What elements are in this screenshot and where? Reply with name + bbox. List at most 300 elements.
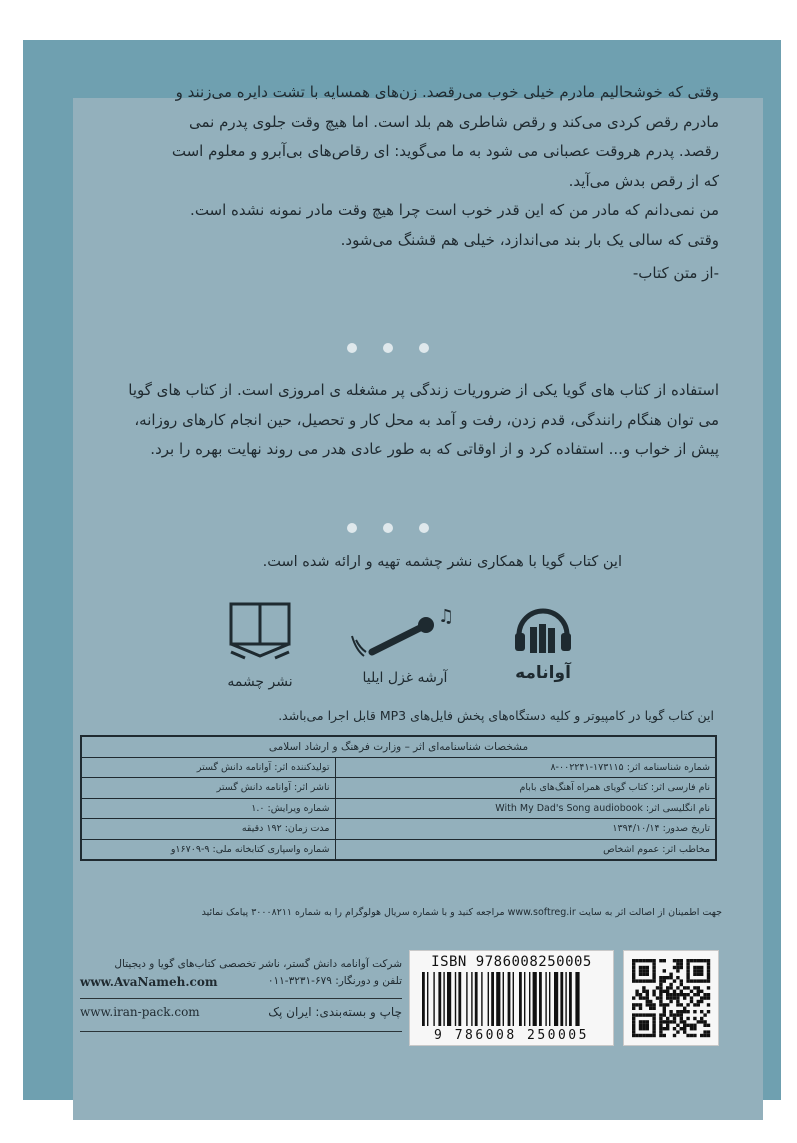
about-paragraph (74, 376, 719, 465)
qr-module (652, 1003, 655, 1006)
qr-module (669, 993, 672, 996)
qr-module (683, 986, 686, 989)
qr-module (646, 1000, 649, 1003)
qr-module (700, 973, 703, 976)
qr-module (652, 1034, 655, 1037)
qr-module (707, 962, 710, 965)
qr-module (646, 996, 649, 999)
qr-module (639, 1020, 642, 1023)
qr-module (683, 1030, 686, 1033)
compat-note: این کتاب گویا در کامپیوتر و کلیه دستگاه‌های پخش فایل‌های MP3 قابل اجرا می‌باشد. (278, 708, 714, 723)
qr-module (635, 1034, 638, 1037)
qr-module (666, 996, 669, 999)
cheshmeh-label: نشر چشمه (227, 674, 293, 690)
cheshmeh-logo (215, 600, 305, 690)
qr-module (652, 1017, 655, 1020)
qr-module (659, 986, 662, 989)
narrator-logo (345, 600, 465, 686)
qr-module (635, 993, 638, 996)
qr-module (707, 1034, 710, 1037)
qr-module (632, 996, 635, 999)
table-row (81, 839, 716, 860)
excerpt-paragraph (74, 78, 719, 289)
barcode-bar (475, 972, 478, 1026)
qr-module (686, 973, 689, 976)
excerpt-line: رقصد. پدرم هروقت عصبانی می شود به ما می‌گوید: ای رقاص‌های بی‌آبرو و معلوم است (171, 142, 719, 160)
qr-module (639, 969, 642, 972)
qr-module (676, 996, 679, 999)
qr-module (652, 1027, 655, 1030)
qr-module (690, 959, 693, 962)
excerpt-line: وقتی که سالی یک بار بند می‌اندازد، خیلی هم قشنگ می‌شود. (340, 230, 719, 249)
qr-module (646, 969, 649, 972)
headphones-books-icon (511, 597, 575, 661)
qr-module (669, 1020, 672, 1023)
qr-module (659, 1034, 662, 1037)
table-cell: مخاطب اثر: عموم اشخاص (335, 839, 716, 860)
qr-module (676, 1000, 679, 1003)
qr-module (686, 993, 689, 996)
qr-code (623, 950, 719, 1046)
qr-module (659, 1003, 662, 1006)
qr-module (635, 959, 638, 962)
qr-module (680, 993, 683, 996)
qr-module (649, 1013, 652, 1016)
qr-module (680, 959, 683, 962)
qr-module (659, 1027, 662, 1030)
print-website[interactable]: www.iran-pack.com (80, 1005, 200, 1019)
qr-module (690, 1024, 693, 1027)
qr-module (652, 990, 655, 993)
excerpt-source: -از متن کتاب- (632, 264, 719, 282)
qr-module (646, 990, 649, 993)
publisher-company: شرکت آوانامه دانش گستر، ناشر تخصصی کتاب‌های گویا و دیجیتال (114, 958, 402, 970)
qr-module (683, 1010, 686, 1013)
qr-module (632, 976, 635, 979)
qr-module (707, 976, 710, 979)
qr-module (659, 1017, 662, 1020)
qr-module (652, 976, 655, 979)
qr-module (690, 1000, 693, 1003)
qr-module (673, 1020, 676, 1023)
qr-module (659, 1013, 662, 1016)
qr-module (700, 996, 703, 999)
table-row (81, 736, 716, 757)
qr-module (663, 959, 666, 962)
qr-module (663, 1010, 666, 1013)
qr-module (669, 1000, 672, 1003)
qr-module (632, 1030, 635, 1033)
qr-module (683, 1007, 686, 1010)
qr-module (646, 959, 649, 962)
barcode-bar (455, 972, 456, 1026)
qr-module (639, 1024, 642, 1027)
qr-module (703, 996, 706, 999)
qr-module (697, 973, 700, 976)
qr-module (686, 1017, 689, 1020)
qr-module (700, 990, 703, 993)
qr-module (635, 979, 638, 982)
table-cell: نام فارسی اثر: کتاب گویای همراه آهنگ‌های بابام (335, 778, 716, 799)
barcode-bar (496, 972, 500, 1026)
qr-module (680, 1013, 683, 1016)
qr-module (652, 1020, 655, 1023)
table-cell: نام انگلیسی اثر: With My Dad's Song audiobook (335, 798, 716, 819)
qr-module (639, 966, 642, 969)
qr-module (663, 969, 666, 972)
qr-module (635, 990, 638, 993)
divider (80, 998, 402, 999)
qr-module (649, 1003, 652, 1006)
qr-module (707, 986, 710, 989)
table-row (81, 757, 716, 778)
qr-module (700, 1010, 703, 1013)
qr-module (697, 990, 700, 993)
barcode-bar (438, 972, 441, 1026)
qr-module (707, 1030, 710, 1033)
open-book-icon (225, 600, 295, 662)
qr-module (676, 1024, 679, 1027)
qr-module (649, 1034, 652, 1037)
qr-module (646, 1034, 649, 1037)
qr-module (669, 1013, 672, 1016)
qr-module (686, 976, 689, 979)
barcode-bar (508, 972, 511, 1026)
barcode-bar (529, 972, 530, 1026)
qr-module (686, 966, 689, 969)
table-cell: تولیدکننده اثر: آوانامه دانش گستر (81, 757, 335, 778)
qr-module (669, 983, 672, 986)
qr-module (690, 996, 693, 999)
qr-module (646, 973, 649, 976)
qr-module (632, 1003, 635, 1006)
qr-module (632, 973, 635, 976)
qr-module (642, 1013, 645, 1016)
separator-dots (347, 343, 429, 353)
qr-module (700, 959, 703, 962)
qr-module (680, 1010, 683, 1013)
qr-module (693, 979, 696, 982)
excerpt-line: مادرم رقص کردی می‌کند و رقص شاطری هم بلد است. اما هیچ وقت جلوی پدرم نمی (188, 112, 719, 131)
qr-module (707, 969, 710, 972)
qr-module (642, 996, 645, 999)
qr-module (642, 990, 645, 993)
qr-module (663, 1007, 666, 1010)
qr-module (649, 1000, 652, 1003)
qr-module (663, 1034, 666, 1037)
barcode-bar (443, 972, 444, 1026)
qr-module (703, 1030, 706, 1033)
separator-dots (347, 523, 429, 533)
qr-module (659, 990, 662, 993)
qr-module (703, 1034, 706, 1037)
qr-module (666, 990, 669, 993)
qr-module (659, 979, 662, 982)
qr-module (690, 979, 693, 982)
qr-module (680, 1017, 683, 1020)
print-credit: چاپ و بسته‌بندی: ایران پک (268, 1005, 402, 1019)
qr-module (652, 1030, 655, 1033)
qr-module (632, 1007, 635, 1010)
table-cell: شماره شناسنامه اثر: ۱۷۳‌۱۱۵-۰۰۲۲۴۱-۸ (335, 757, 716, 778)
qr-module (676, 993, 679, 996)
barcode-bar (447, 972, 451, 1026)
qr-module (693, 1027, 696, 1030)
qr-module (642, 973, 645, 976)
qr-module (693, 973, 696, 976)
qr-module (646, 1003, 649, 1006)
qr-module (700, 1000, 703, 1003)
qr-module (666, 976, 669, 979)
qr-module (683, 1027, 686, 1030)
qr-module (659, 996, 662, 999)
qr-module (686, 969, 689, 972)
qr-module (663, 976, 666, 979)
qr-module (680, 962, 683, 965)
qr-module (693, 1034, 696, 1037)
qr-module (697, 1003, 700, 1006)
barcode-bar (513, 972, 514, 1026)
qr-module (639, 996, 642, 999)
qr-module (669, 976, 672, 979)
qr-module (642, 1020, 645, 1023)
qr-module (693, 986, 696, 989)
qr-module (659, 993, 662, 996)
qr-module (659, 976, 662, 979)
qr-module (632, 1027, 635, 1030)
table-cell: مدت زمان: ۱۹۲ دقیقه (81, 819, 335, 840)
qr-module (639, 979, 642, 982)
barcode-bar (539, 972, 542, 1026)
qr-module (680, 1020, 683, 1023)
qr-module (669, 986, 672, 989)
qr-module (703, 1020, 706, 1023)
qr-module (659, 1030, 662, 1033)
qr-module (707, 1003, 710, 1006)
qr-module (673, 1034, 676, 1037)
svg-text:♫: ♫ (438, 606, 455, 627)
qr-module (666, 993, 669, 996)
qr-module (676, 969, 679, 972)
qr-module (703, 979, 706, 982)
qr-module (663, 979, 666, 982)
qr-module (680, 979, 683, 982)
qr-module (707, 1024, 710, 1027)
qr-module (693, 959, 696, 962)
isbn-label: ISBN 9786008250005 (431, 954, 592, 970)
qr-module (639, 1003, 642, 1006)
qr-module (656, 996, 659, 999)
qr-module (697, 966, 700, 969)
qr-module (666, 1020, 669, 1023)
qr-module (697, 986, 700, 989)
qr-module (666, 1027, 669, 1030)
qr-module (707, 1010, 710, 1013)
table-cell: ناشر اثر: آوانامه دانش گستر (81, 778, 335, 799)
qr-module (663, 1020, 666, 1023)
barcode-bar (503, 972, 504, 1026)
barcode-bar (575, 972, 579, 1026)
qr-module (703, 959, 706, 962)
qr-module (697, 969, 700, 972)
barcode-bar (554, 972, 558, 1026)
qr-module (656, 986, 659, 989)
qr-module (669, 996, 672, 999)
avanameh-label: آوانامه (515, 663, 571, 683)
qr-module (652, 969, 655, 972)
qr-module (680, 990, 683, 993)
about-line: پیش از خواب و... استفاده کرد و از اوقاتی که به طور عادی هدر می روند نهایت بهره را برد. (150, 440, 719, 458)
qr-module (693, 1010, 696, 1013)
qr-module (707, 973, 710, 976)
qr-module (663, 1027, 666, 1030)
qr-module (663, 1003, 666, 1006)
qr-module (690, 1027, 693, 1030)
narrator-label: آرشه غزل ایلیا (362, 670, 448, 686)
qr-module (669, 1010, 672, 1013)
qr-module (646, 1024, 649, 1027)
qr-module (676, 959, 679, 962)
qr-code-icon (624, 951, 718, 1045)
qr-module (686, 1034, 689, 1037)
qr-module (693, 1003, 696, 1006)
qr-module (693, 966, 696, 969)
barcode-bar (433, 972, 434, 1026)
qr-module (703, 1013, 706, 1016)
qr-module (642, 979, 645, 982)
excerpt-line: که از رقص بدش می‌آید. (568, 171, 719, 190)
qr-module (697, 993, 700, 996)
qr-module (676, 962, 679, 965)
barcode-bar (545, 972, 546, 1026)
qr-module (703, 1024, 706, 1027)
qr-module (652, 1007, 655, 1010)
isbn-barcode (409, 950, 614, 1046)
qr-module (693, 1017, 696, 1020)
qr-module (697, 1000, 700, 1003)
info-table (80, 735, 717, 861)
qr-module (632, 962, 635, 965)
qr-module (663, 990, 666, 993)
table-cell: تاریخ صدور: ۱۳۹۴/۱۰/۱۴ (335, 819, 716, 840)
qr-module (707, 993, 710, 996)
qr-module (659, 1020, 662, 1023)
barcode-bar (519, 972, 522, 1026)
publisher-block (80, 958, 402, 1038)
qr-module (686, 979, 689, 982)
qr-module (646, 993, 649, 996)
barcode-bar (481, 972, 482, 1026)
qr-module (635, 1013, 638, 1016)
qr-module (632, 969, 635, 972)
qr-module (639, 1007, 642, 1010)
qr-module (700, 1017, 703, 1020)
about-line: استفاده از کتاب های گویا یکی از ضروریات زندگی پر مشغله ی امروزی است. از کتاب های گویا (128, 381, 719, 399)
qr-module (663, 1013, 666, 1016)
qr-module (659, 959, 662, 962)
publisher-website[interactable]: www.AvaNameh.com (80, 975, 218, 989)
barcode-bar (471, 972, 472, 1026)
qr-module (649, 1007, 652, 1010)
qr-module (680, 983, 683, 986)
qr-module (632, 979, 635, 982)
qr-module (646, 1013, 649, 1016)
qr-module (652, 993, 655, 996)
qr-module (676, 1030, 679, 1033)
qr-module (649, 979, 652, 982)
table-row (81, 778, 716, 799)
barcode-bars (410, 972, 613, 1026)
qr-module (693, 993, 696, 996)
qr-module (666, 1017, 669, 1020)
excerpt-line: من نمی‌دانم که مادر من که این قدر خوب است چرا هیچ وقت مادر نمونه نشده است. (190, 201, 719, 219)
qr-module (646, 1027, 649, 1030)
qr-module (673, 990, 676, 993)
qr-module (676, 976, 679, 979)
qr-module (680, 966, 683, 969)
qr-module (707, 979, 710, 982)
qr-module (642, 969, 645, 972)
qr-module (673, 959, 676, 962)
avanameh-logo (503, 597, 583, 683)
qr-module (639, 959, 642, 962)
qr-module (673, 979, 676, 982)
barcode-bar (533, 972, 537, 1026)
qr-module (632, 1020, 635, 1023)
qr-module (652, 1013, 655, 1016)
barcode-bar (560, 972, 563, 1026)
qr-module (632, 966, 635, 969)
qr-module (673, 1027, 676, 1030)
qr-module (697, 979, 700, 982)
qr-module (646, 979, 649, 982)
qr-module (632, 1024, 635, 1027)
qr-module (686, 959, 689, 962)
barcode-bar (422, 972, 425, 1026)
qr-module (639, 1027, 642, 1030)
qr-module (635, 1003, 638, 1006)
qr-module (683, 1020, 686, 1023)
table-row (81, 819, 716, 840)
barcode-bar (458, 972, 461, 1026)
qr-module (680, 1003, 683, 1006)
qr-module (700, 1020, 703, 1023)
qr-module (673, 1013, 676, 1016)
qr-module (642, 1024, 645, 1027)
qr-module (642, 1027, 645, 1030)
qr-module (652, 966, 655, 969)
qr-module (666, 1003, 669, 1006)
qr-module (666, 1024, 669, 1027)
qr-module (673, 1017, 676, 1020)
qr-module (669, 973, 672, 976)
barcode-bar (466, 972, 467, 1026)
about-line: می توان هنگام رانندگی، قدم زدن، رفت و آمد به محل کار و تحصیل، حین انجام کارهای روزانه، (134, 410, 719, 429)
qr-module (652, 959, 655, 962)
qr-module (642, 986, 645, 989)
barcode-bar (427, 972, 428, 1026)
qr-module (690, 1034, 693, 1037)
qr-module (659, 1000, 662, 1003)
qr-module (686, 986, 689, 989)
qr-module (673, 993, 676, 996)
qr-module (686, 1010, 689, 1013)
qr-module (676, 1003, 679, 1006)
qr-module (676, 986, 679, 989)
qr-module (673, 966, 676, 969)
publisher-phone: تلفن و دورنگار: ۶۷۹-۳۲۳۱-۰۱۱ (267, 975, 402, 987)
qr-module (632, 1013, 635, 1016)
